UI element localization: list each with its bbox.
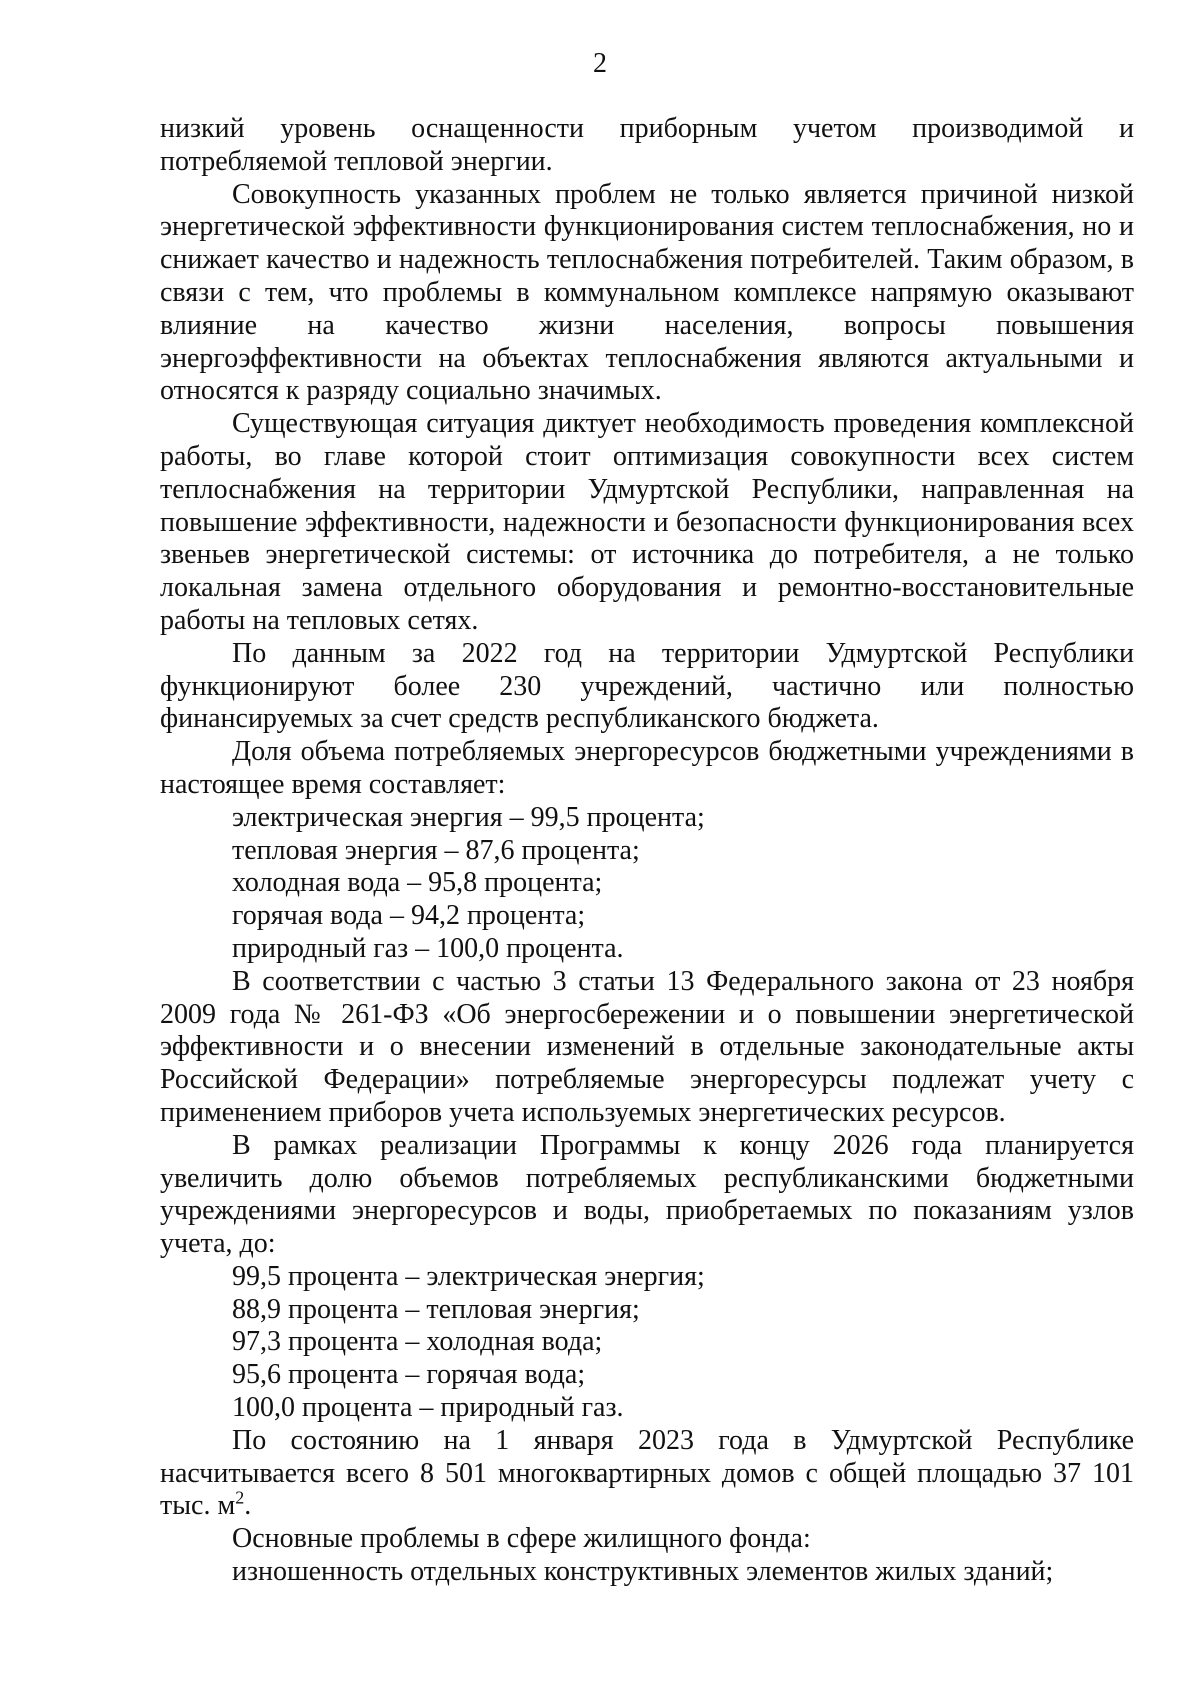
paragraph-heat-metering: низкий уровень оснащенности приборным учетом производимой и потребляемой тепловой энергии. (160, 113, 1134, 177)
paragraph-institutions-count: По данным за 2022 год на территории Удмуртской Республики функционируют более 230 учреждений, частично или полностью финансируемых за счет средств республиканского бюджета. (160, 637, 1134, 735)
list-item-target-cold-water: 97,3 процента – холодная вода; (232, 1326, 603, 1358)
housing-stock-end: . (244, 1490, 252, 1522)
paragraph-housing-stock (160, 1425, 1134, 1523)
list-item-target-hot-water: 95,6 процента – горячая вода; (232, 1359, 586, 1391)
paragraph-consumption-share: Доля объема потребляемых энергоресурсов бюджетными учреждениями в настоящее время составляет: (160, 736, 1134, 800)
page-number: 2 (593, 48, 607, 79)
list-item-target-gas: 100,0 процента – природный газ. (232, 1392, 624, 1424)
list-item-consumption-cold-water: холодная вода – 95,8 процента; (232, 867, 603, 899)
paragraph-problems-summary: Совокупность указанных проблем не только является причиной низкой энергетической эффективности функционирования систем теплоснабжения, но и снижает качество и надежность теплоснабжения потребителей. Таким образом, в связи с тем, что проблемы в коммунальном комплексе напрямую оказывают влияние на качество жизни населения, вопросы повышения энергоэффективности на объектах теплоснабжения являются актуальными и относятся к разряду социально значимых. (160, 178, 1134, 407)
list-item-target-heat: 88,9 процента – тепловая энергия; (232, 1293, 640, 1325)
list-item-housing-wear: изношенность отдельных конструктивных элементов жилых зданий; (232, 1556, 1054, 1588)
paragraph-current-situation: Существующая ситуация диктует необходимость проведения комплексной работы, во главе которой стоит оптимизация совокупности всех систем теплоснабжения на территории Удмуртской Республики, направленная на повышение эффективности, надежности и безопасности функционирования всех звеньев энергетической системы: от источника до потребителя, а не только локальная замена отдельного оборудования и ремонтно-восстановительные работы на тепловых сетях. (160, 408, 1134, 636)
paragraph-federal-law: В соответствии с частью 3 статьи 13 Федерального закона от 23 ноября 2009 года № 261-ФЗ «Об энергосбережении и о повышении энергетической эффективности и о внесении изменений в отдельные законодательные акты Российской Федерации» потребляемые энергоресурсы подлежат учету с применением приборов учета используемых энергетических ресурсов. (160, 965, 1134, 1128)
body-text (160, 113, 1134, 1589)
list-item-consumption-electricity: электрическая энергия – 99,5 процента; (232, 801, 705, 833)
list-item-consumption-hot-water: горячая вода – 94,2 процента; (232, 900, 586, 932)
list-item-target-electricity: 99,5 процента – электрическая энергия; (232, 1260, 705, 1292)
paragraph-program-targets: В рамках реализации Программы к концу 2026 года планируется увеличить долю объемов потребляемых республиканскими бюджетными учреждениями энергоресурсов и воды, приобретаемых по показаниям узлов учета, до: (160, 1129, 1134, 1260)
housing-stock-text: По состоянию на 1 января 2023 года в Удмуртской Республике насчитывается всего 8 501 многоквартирных домов с общей площадью 37 101 тыс. м (160, 1424, 1134, 1522)
list-item-consumption-heat: тепловая энергия – 87,6 процента; (232, 834, 640, 866)
paragraph-housing-problems: Основные проблемы в сфере жилищного фонда: (232, 1523, 811, 1555)
list-item-consumption-gas: природный газ – 100,0 процента. (232, 932, 624, 964)
area-unit-superscript: 2 (235, 1488, 245, 1509)
